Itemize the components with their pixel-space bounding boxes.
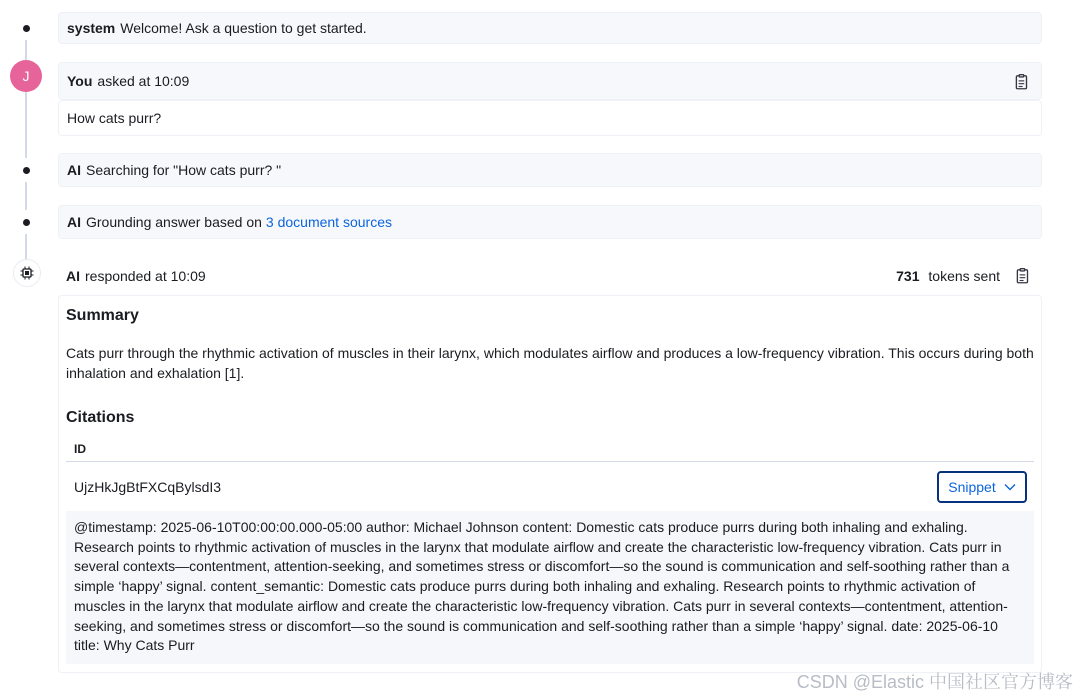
ai-role: AI bbox=[66, 268, 80, 284]
system-message bbox=[58, 12, 1042, 44]
timeline-dot bbox=[14, 210, 38, 234]
search-text: Searching for "How cats purr? " bbox=[86, 162, 282, 178]
document-sources-link[interactable]: 3 document sources bbox=[265, 214, 392, 230]
user-message-header bbox=[58, 62, 1042, 100]
grounding-step bbox=[58, 205, 1042, 239]
copy-icon[interactable] bbox=[1013, 73, 1031, 91]
system-role: system bbox=[67, 20, 116, 36]
table-row bbox=[66, 463, 1034, 511]
tokens-label: tokens sent bbox=[928, 268, 1000, 284]
citations-table-header bbox=[66, 436, 1034, 462]
citations-heading: Citations bbox=[66, 409, 135, 426]
system-text: Welcome! Ask a question to get started. bbox=[120, 20, 367, 36]
summary-heading: Summary bbox=[66, 307, 139, 324]
ai-assistant-icon bbox=[13, 259, 41, 287]
watermark: CSDN @Elastic 中国社区官方博客 bbox=[796, 672, 1073, 692]
user-role: You bbox=[67, 73, 93, 89]
grounding-text: Grounding answer based on bbox=[86, 214, 262, 230]
chevron-down-icon bbox=[1004, 483, 1016, 491]
tokens-count: 731 bbox=[896, 268, 920, 284]
chip-icon bbox=[20, 266, 34, 280]
summary-text: Cats purr through the rhythmic activation of muscles in their larynx, which modulates airflow and produces a low-frequency vibration. This occurs during both inhalation and exhalation [1]. bbox=[66, 345, 1034, 381]
snippet-dropdown-button[interactable] bbox=[937, 471, 1027, 503]
search-role: AI bbox=[67, 162, 81, 178]
timeline-dot bbox=[14, 158, 38, 182]
search-step bbox=[58, 153, 1042, 187]
copy-icon[interactable] bbox=[1014, 267, 1032, 285]
column-id: ID bbox=[74, 441, 86, 456]
user-meta: asked at 10:09 bbox=[97, 73, 190, 89]
snippet-content: @timestamp: 2025-06-10T00:00:00.000-05:00 author: Michael Johnson content: Domestic cats produce purrs during both inhaling and exhaling. Research points to rhythmic activation of muscles in the larynx that modulate airflow and create the characteristic low-frequency vibration. Cats purr in several contexts—contentment, attention-seeking, and sometimes stress or discomfort—so the sound is communication and self-soothing rather than a simple ‘happy’ signal. content_semantic: Domestic cats produce purrs during both inhaling and exhaling. Research points to rhythmic activation of muscles in the larynx that modulate airflow and create the characteristic low-frequency vibration. Cats purr in several contexts—contentment, attention-seeking, and sometimes stress or discomfort—so the sound is communication and self-soothing rather than a simple ‘happy’ signal. date: 2025-06-10 title: Why Cats Purr bbox=[66, 511, 1034, 664]
ai-response-header bbox=[58, 257, 1042, 295]
citation-id: UjzHkJgBtFXCqBylsdI3 bbox=[74, 479, 222, 495]
ai-meta: responded at 10:09 bbox=[85, 268, 206, 284]
user-question-body bbox=[58, 100, 1042, 136]
user-avatar: J bbox=[10, 60, 42, 92]
grounding-role: AI bbox=[67, 214, 81, 230]
snippet-label: Snippet bbox=[948, 479, 996, 495]
tokens-sent bbox=[896, 268, 1000, 284]
user-question: How cats purr? bbox=[67, 110, 162, 126]
timeline-dot bbox=[14, 16, 38, 40]
